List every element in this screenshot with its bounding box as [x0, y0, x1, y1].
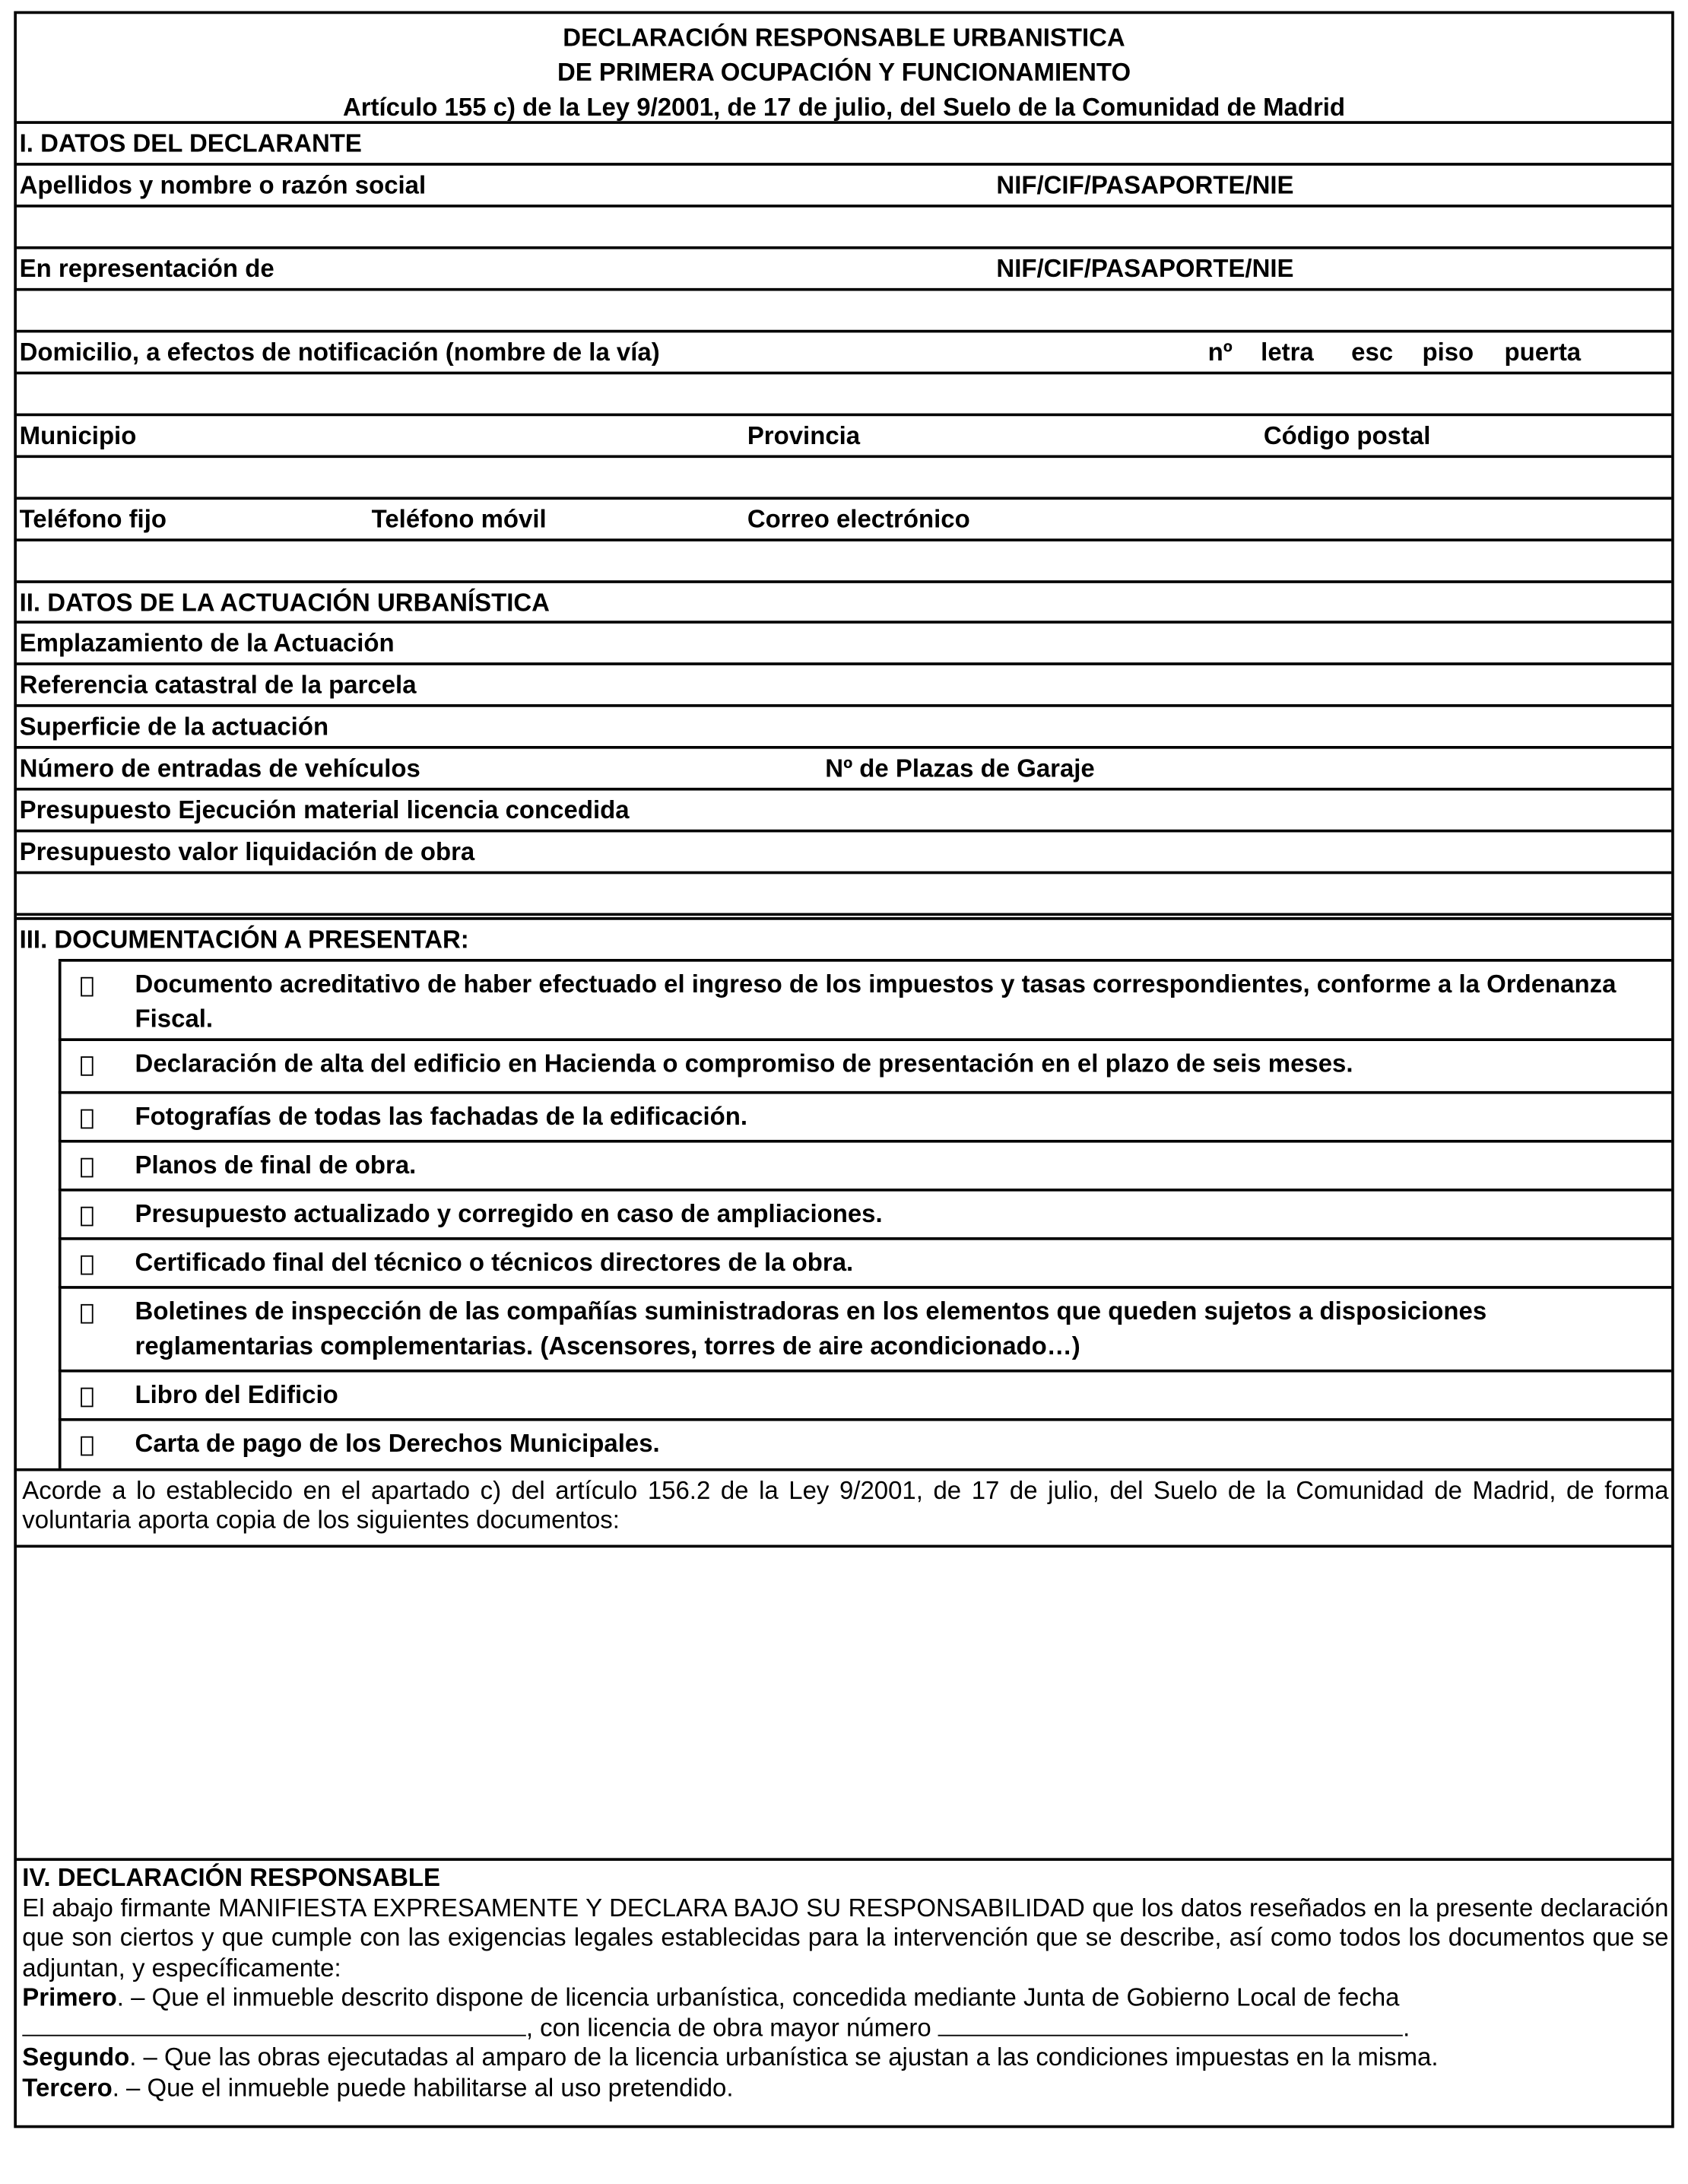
checkbox-icon[interactable]	[81, 1304, 93, 1324]
address-input-field[interactable]	[17, 374, 1671, 416]
license-number-field[interactable]	[938, 2014, 1403, 2035]
settlement-label: Presupuesto valor liquidación de obra	[19, 837, 475, 866]
settlement-field[interactable]	[17, 832, 1671, 874]
section-title: I. DATOS DEL DECLARANTE	[19, 129, 362, 157]
floor-label: piso	[1422, 338, 1474, 367]
section-title: IV. DECLARACIÓN RESPONSABLE	[22, 1863, 441, 1892]
checklist-label: Libro del Edificio	[135, 1380, 338, 1409]
checklist-item[interactable]	[59, 1094, 1671, 1143]
checklist-label: Fotografías de todas las fachadas de la edificación.	[135, 1102, 748, 1131]
section-title: II. DATOS DE LA ACTUACIÓN URBANÍSTICA	[19, 589, 550, 617]
vehicle-entries-field[interactable]	[17, 749, 1671, 791]
zip-label: Código postal	[1263, 421, 1431, 450]
nif-label: NIF/CIF/PASAPORTE/NIE	[996, 171, 1294, 199]
declaration-second	[22, 2043, 1668, 2073]
second-text: . – Que las obras ejecutadas al amparo de la licencia urbanística se ajustan a las condiciones impuestas en la misma.	[129, 2043, 1439, 2071]
vehicle-entries-label: Número de entradas de vehículos	[19, 754, 420, 782]
letter-label: letra	[1261, 338, 1314, 367]
checklist-item[interactable]	[59, 1373, 1671, 1421]
checkbox-icon[interactable]	[81, 1207, 93, 1227]
contact-input-field[interactable]	[17, 541, 1671, 583]
checkbox-icon[interactable]	[81, 1109, 93, 1129]
address-label-row	[17, 332, 1671, 374]
representation-input-field[interactable]	[17, 291, 1671, 333]
form-subtitle: DE PRIMERA OCUPACIÓN Y FUNCIONAMIENTO	[557, 58, 1131, 87]
legal-reference: Artículo 155 c) de la Ley 9/2001, de 17 de julio, del Suelo de la Comunidad de Madrid	[342, 93, 1346, 122]
surface-label: Superficie de la actuación	[19, 713, 329, 741]
section-1-header	[17, 124, 1671, 166]
mobile-label: Teléfono móvil	[371, 505, 547, 533]
contact-label-row	[17, 500, 1671, 541]
checkbox-icon[interactable]	[81, 1436, 93, 1456]
city-label: Municipio	[19, 421, 137, 450]
rep-nif-label: NIF/CIF/PASAPORTE/NIE	[996, 254, 1294, 283]
checklist-item[interactable]	[59, 962, 1671, 1041]
name-label-row	[17, 166, 1671, 208]
section-title: III. DOCUMENTACIÓN A PRESENTAR:	[19, 925, 469, 954]
city-input-field[interactable]	[17, 458, 1671, 500]
checklist-item[interactable]	[59, 1041, 1671, 1094]
checklist-label: Boletines de inspección de las compañías suministradoras en los elementos que queden sujetos a disposiciones reglamentarias complementarias. (Ascensores, torres de aire acondicionado…)	[135, 1297, 1487, 1360]
third-label: Tercero	[22, 2073, 113, 2101]
first-text: . – Que el inmueble descrito dispone de licencia urbanística, concedida mediante Junta de Gobierno Local de fecha	[116, 1983, 1400, 2011]
garage-label: Nº de Plazas de Garaje	[825, 754, 1095, 782]
location-label: Emplazamiento de la Actuación	[19, 629, 395, 657]
third-text: . – Que el inmueble puede habilitarse al uso pretendido.	[112, 2073, 734, 2101]
checklist-item[interactable]	[59, 1143, 1671, 1192]
declaration-intro: El abajo firmante MANIFIESTA EXPRESAMENTE Y DECLARA BAJO SU RESPONSABILIDAD que los datos reseñados en la presente declaración que son ciertos y que cumple con las exigencias legales establecidas para la intervención que se describe, así como todos los documentos que se adjuntan, y específicamente:	[22, 1893, 1669, 1982]
representation-label: En representación de	[19, 254, 274, 283]
first-label: Primero	[22, 1983, 117, 2011]
section-3	[17, 920, 1671, 1471]
location-field[interactable]	[17, 624, 1671, 665]
budget-label: Presupuesto Ejecución material licencia concedida	[19, 795, 630, 824]
province-label: Provincia	[747, 421, 861, 450]
checklist-item[interactable]	[59, 1192, 1671, 1240]
declaration-form	[14, 11, 1674, 2128]
checkbox-icon[interactable]	[81, 1388, 93, 1408]
number-label: nº	[1207, 338, 1233, 367]
checklist-label: Certificado final del técnico o técnicos directores de la obra.	[135, 1248, 854, 1277]
checkbox-icon[interactable]	[81, 1255, 93, 1275]
form-header	[17, 14, 1671, 124]
phone-label: Teléfono fijo	[19, 505, 167, 533]
section-2-header	[17, 583, 1671, 624]
checklist-item[interactable]	[59, 1289, 1671, 1373]
email-label: Correo electrónico	[747, 505, 970, 533]
stair-label: esc	[1351, 338, 1394, 367]
section-3-header	[19, 920, 1671, 962]
blank-field[interactable]	[17, 874, 1671, 919]
voluntary-documents-field[interactable]	[17, 1548, 1671, 1861]
checkbox-icon[interactable]	[81, 1158, 93, 1178]
form-title: DECLARACIÓN RESPONSABLE URBANISTICA	[563, 24, 1125, 52]
checklist-item[interactable]	[59, 1240, 1671, 1289]
surface-field[interactable]	[17, 707, 1671, 749]
checklist-label: Presupuesto actualizado y corregido en caso de ampliaciones.	[135, 1199, 883, 1228]
checklist-label: Carta de pago de los Derechos Municipales.	[135, 1429, 660, 1458]
cadastral-label: Referencia catastral de la parcela	[19, 671, 417, 699]
address-label: Domicilio, a efectos de notificación (nombre de la vía)	[19, 338, 660, 367]
door-label: puerta	[1504, 338, 1582, 367]
second-label: Segundo	[22, 2043, 130, 2071]
cadastral-field[interactable]	[17, 665, 1671, 707]
checkbox-icon[interactable]	[81, 977, 93, 997]
section-4	[17, 1861, 1671, 2125]
checklist-label: Planos de final de obra.	[135, 1151, 417, 1179]
representation-label-row	[17, 249, 1671, 291]
declaration-first	[22, 1983, 1668, 2043]
name-label: Apellidos y nombre o razón social	[19, 171, 427, 199]
city-label-row	[17, 416, 1671, 458]
license-date-field[interactable]	[22, 2014, 526, 2035]
first-text-2: , con licencia de obra mayor número	[525, 2013, 931, 2041]
voluntary-documents-text: Acorde a lo establecido en el apartado c) del artículo 156.2 de la Ley 9/2001, de 17 de julio, del Suelo de la Comunidad de Madrid, de forma voluntaria aporta copia de los siguientes documentos:	[17, 1471, 1671, 1548]
checklist-label: Documento acreditativo de haber efectuado el ingreso de los impuestos y tasas correspondientes, conforme a la Ordenanza Fiscal.	[135, 970, 1617, 1033]
name-input-field[interactable]	[17, 208, 1671, 249]
checklist-item[interactable]	[59, 1421, 1671, 1468]
declaration-third	[22, 2073, 1668, 2103]
first-end: .	[1403, 2013, 1410, 2041]
checkbox-icon[interactable]	[81, 1056, 93, 1076]
budget-field[interactable]	[17, 791, 1671, 833]
checklist-label: Declaración de alta del edificio en Hacienda o compromiso de presentación en el plazo de seis meses.	[135, 1049, 1353, 1078]
